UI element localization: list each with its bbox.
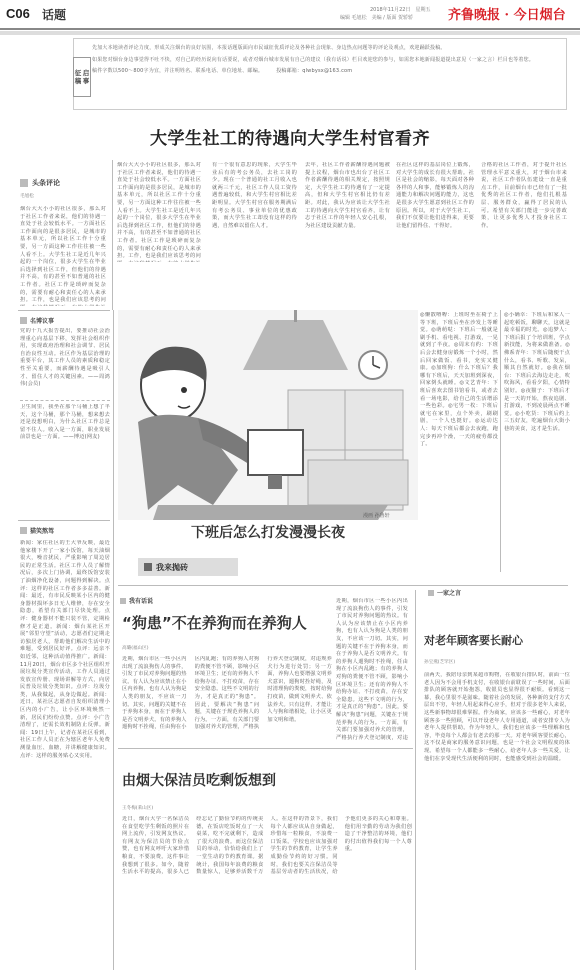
article2-text-more: 近期，烟台市区一些小区内出现了流浪狗伤人的事件，引发了市民对养狗问题的热议。有人认为应该禁止在小区内养狗，也有人认为狗是人类的朋友，不应该一刀切。其实，问题的关键不在于养狗本身，而在于养狗人是否文明养犬。有的养狗人遛狗时不拴绳，任由狗在小区内乱跑；有的养狗人对狗的粪便不管不顾，影响小区环境卫生；还有的养狗人不给狗办证、不打疫苗，存在安全隐患。这些不文明的行为，才是真正的“狗患”。因此，要解决“狗患”问题，关键在于规范养狗人的行为。一方面，有关部门要加强对养犬的管理，严格执行养犬登记制度，对违 bbox=[336, 598, 408, 740]
article4-author: 孙宝燕(芝罘区) bbox=[424, 660, 456, 665]
lead-author: 毛旭松 bbox=[20, 194, 34, 199]
label-marker-icon bbox=[20, 527, 27, 534]
my-say-label bbox=[120, 596, 153, 605]
page-header bbox=[0, 0, 580, 30]
article3-author: 王冬梅(莱山区) bbox=[122, 806, 154, 811]
maoxiao-text: 新闻：家住社区的王大爷反映，最近他家楼下开了一家小饭馆，每天油烟很大，噪音扰民，严重影响了周边居民的正常生活。社区工作人员了解情况后，多次上门协调，最终饭馆安装了油烟净化设备，问题得到解决。点评：这样的社区工作者多多益善。新闻：最近，有市民反映某小区内的健身器材损坏多日无人维修，存在安全隐患，希望有关部门尽快处理。点评：健身器材不能只装不管，定期检修才是正道。新闻：烟台某社区开展“邻里守望”活动，志愿者们定期走访独居老人，帮助他们解决生活中的难题，受到居民好评。点评：远亲不如近邻，这种活动值得推广。新闻：11月20日，烟台市区多个社区组织开展垃圾分类宣传活动，工作人员通过发放宣传册、现场讲解等方式，向居民普及垃圾分类知识。点评：垃圾分类，从我做起，从身边做起。新闻：近日，某社区志愿者自发组织清理小区内的小广告，让小区环境焕然一新，居民们纷纷点赞。点评：小广告清理了，还需长效机制防止反弹。新闻：19日上午，记者在某社区看到，社区工作人员正在为辖区老年人免费测量血压、血糖，并讲解健康知识。点评：这样的服务贴心又实用。 bbox=[20, 540, 110, 759]
cartoon-side-text-2: ◎小确幸：下班后和家人一起吃顿饭，聊聊天，这就是最幸福的时光。◎追梦人：下班后报了个培训班，学点新技能，为将来做准备。◎佛系青年：下班后随便干点什么，看书、听歌、发呆，顺其自然就好。◎我在烟台：下班后去海边走走，吹吹海风，看看夕阳，心情特别好。◎夜猫子：下班后才是一天的开始，熬夜追剧、打游戏，不到凌晨两点不睡觉。◎小吃货：下班后约上三五好友，吃遍烟台大街小巷的美食，这才是生活。 bbox=[504, 312, 570, 432]
col-divider bbox=[500, 310, 501, 572]
maoxiao-label bbox=[20, 526, 54, 535]
article3-text: 近日，烟台大学一名保洁员在食堂吃学生剩饭的照片在网上流传，引发网友热议。有网友为保洁员的节俭点赞，也有网友呼吁大家珍惜粮食，不要浪费。这件事让我想到了很多。如今，随着生活水平的提高，很多人已经忘记了勤俭节约的传统美德，在饭店吃饭时点了一大桌菜，吃不完就剩下，造成了很大的浪费。而这位保洁员的举动，恰恰给我们上了一堂生动的节约教育课。据统计，我国每年浪费的粮食数量惊人，足够养活数千万人。在这样的背景下，我们每个人都应该从自身做起，珍惜每一粒粮食，不浪费一口饭菜。学校也应该加强对学生的节约教育，让学生养成勤俭节约的好习惯。同时，我们也要关注保洁员等基层劳动者的生活状况，给予他们更多的关心和尊重。他们用辛勤的劳动为我们创造了干净整洁的环境，他们的付出值得我们每一个人尊重。 bbox=[122, 816, 412, 876]
section-rule bbox=[118, 585, 568, 586]
cartoon-artist: 漫画 孙鲁轩 bbox=[363, 513, 390, 519]
cartoon-side-text: ◎懒散嘚嘚：上班时坐在椅子上等下班，下班后坐在沙发上等睡觉。◎萌萌哒：下班后一般就是刷手机、看电视、打游戏，一晃就到了半夜。◎周末有约：下班后会去健身房锻炼一个小时，然后回家做饭、看书，充实又健康。◎加班狗：什么下班后？我哪有下班后，天天加班到深夜，回家倒头就睡。◎文艺青年：下班后喜欢去图书馆看书，或者去看一场电影，给自己的生活增添一些色彩。◎宅男一枚：下班后就宅在家里，点个外卖，刷刷剧，一个人也挺好。◎运动达人：每天下班后都会去夜跑，跑完步再冲个澡，一天的疲劳都没了。 bbox=[420, 312, 498, 448]
article2-title: “狗患”不在养狗而在养狗人 bbox=[122, 614, 307, 632]
cartoon-footer bbox=[138, 558, 238, 576]
cartoon-footer-label: 我来抛砖 bbox=[156, 562, 188, 572]
header-rule bbox=[0, 28, 580, 30]
lead-text-col2: 烟台大大小小的社区很多，那么对于社区工作者来说，他们的待遇一直处于社会较低水平。一方面社区工作面向的是很多居民，是城市的基本单元，所以社区工作十分重要，另一方面这种工作往往被一些人看不上。大学生社工是近几年兴起的一个岗位，很多大学生在毕业后选择到社区工作，但他们的待遇并不高，有的甚至不如普通的社区工作者。社区工作是琐碎而复杂的，需要有耐心和责任心的人来承担。工作，也是我们应该思考的问 bbox=[117, 162, 201, 260]
section-rule bbox=[118, 748, 413, 749]
lead-text-col3: 有一个很有意思的现象，大学生毕业后有的考公务员，去社工岗的少。现在一个普通的社工月收入也就两三千元，社区工作人员工资待遇普遍较低，和大学生村官相比差距明显。大学生村官在服务期满后有考公务员、事业单位的优惠政策，而大学生社工却没有这样的待遇，自然难以留住人才。 bbox=[212, 162, 297, 229]
intro-line: 先加大本地读者评论力度，形成关注烟台的良好氛围，本报话题版面向市民诚征优质评论及各种社会现象、身边热点问题等的评论及观点，欢迎踊跃投稿。 bbox=[92, 45, 446, 51]
lead-text-col5: 在社区这样的基层岗位上锻炼，对大学生的成长有很大帮助。社区是社会的缩影，每天面对各种各样的人和事，能够锻炼人的沟通能力和解决问题的能力，这也是很多大学生愿意到社区工作的原因。所以，对于大学生社工，我们不仅要让他们进得来，更要让他们留得住、干得好。 bbox=[396, 162, 474, 229]
mingbo-text: 党的十九大报告提出，要推动社会治理重心向基层下移，发挥社会组织作用，实现政府治理和社会调节、居民自治良性互动。社区作为基层治理的重要平台，其工作人员的素质和稳定性至关重要，而薪酬待遇是吸引人才、留住人才的关键因素。——周鸿伟(会员) bbox=[20, 328, 110, 388]
section-name: 话题 bbox=[42, 8, 67, 22]
intro-label-char: 事 bbox=[82, 77, 90, 85]
mingbo-text-2: 卫生间里，我坐在那个马桶上想了半天，这个马桶，那个马桶，想来想去还是没想明白，为什么社区工作总是留不住人。收入是一方面，职业发展前景也是一方面。——博迈(网友) bbox=[20, 404, 110, 441]
col-divider bbox=[113, 310, 114, 970]
label-marker-icon bbox=[120, 598, 126, 604]
call-for-submissions-box bbox=[73, 38, 567, 110]
section-rule bbox=[18, 310, 110, 311]
page-code: C06 bbox=[6, 6, 30, 21]
cartoon-title: 下班后怎么打发漫漫长夜 bbox=[191, 525, 345, 541]
lead-text-col4: 去年，社区工作者薪酬待遇问题被提上议程，烟台市也出台了社区工作者薪酬待遇的相关规定，按照规定，大学生社工的待遇有了一定提高，但和大学生村官相比仍有差距。对此，我认为应该让大学生社工的待遇向大学生村官看齐，让有志于社区工作的年轻人安心扎根，为社区建设贡献力量。 bbox=[305, 162, 390, 229]
col-divider bbox=[112, 160, 113, 310]
label-marker-icon bbox=[428, 590, 434, 596]
dash-rule bbox=[20, 400, 110, 401]
brick-icon bbox=[144, 563, 152, 571]
intro-label bbox=[73, 57, 91, 97]
article4-title: 对老年顾客要长耐心 bbox=[424, 634, 523, 647]
intro-text bbox=[92, 45, 562, 76]
head-comment-label-text: 头条评论 bbox=[32, 179, 60, 187]
cartoon-inset-text bbox=[242, 552, 416, 578]
one-view-label-text: 一家之言 bbox=[437, 590, 462, 597]
intro-line: 稿件字数以500～800字为宜，并注明姓名、联系电话、单位地址、邮编。 投稿邮箱：qlwbysx@163.com bbox=[92, 68, 353, 74]
section-rule bbox=[18, 520, 110, 521]
header-rule-gray bbox=[0, 31, 580, 35]
lead-text-col6: 合格的社区工作者，对于提升社区管理水平意义重大，对于烟台市来说，社区工作者队伍建设一直是重点工作，目前烟台市已经有了一批优秀的社区工作者，他们扎根基层、服务群众，赢得了居民的认可。希望有关部门能进一步完善政策，让更多优秀人才投身社区工作。 bbox=[481, 162, 567, 229]
lead-text-col1: 烟台大大小小的社区很多，那么对于社区工作者来说，他们的待遇一直处于社会较低水平。一方面社区工作面向的是很多居民，是城市的基本单元，所以社区工作十分重要，另一方面这种工作往往被一些人看不上。大学生社工是近几年兴起的一个岗位，很多大学生在毕业后选择到社区工作，但他们的待遇并不高，有的甚至不如普通的社区工作者。社区工作是琐碎而复杂的，需要有耐心和责任心的人来承担。工作，也是我们应该思考的问 bbox=[20, 206, 106, 304]
bed bbox=[308, 460, 408, 505]
article2-text: 近期，烟台市区一些小区内出现了流浪狗伤人的事件，引发了市民对养狗问题的热议。有人认为应该禁止在小区内养狗，也有人认为狗是人类的朋友，不应该一刀切。其实，问题的关键不在于养狗本身，而在于养狗人是否文明养犬。有的养狗人遛狗时不拴绳，任由狗在小区内乱跑；有的养狗人对狗的粪便不管不顾，影响小区环境卫生；还有的养狗人不给狗办证、不打疫苗，存在安全隐患。这些不文明的行为，才是真正的“狗患”。因此，要解决“狗患”问题，关键在于规范养狗人的行为。一方面，有关部门要加强对养犬的管理，严格执行养犬登记制度，对违规养犬行为进行处罚；另一方面，养狗人也要增强文明养犬意识，遛狗时拴好绳，及时清理狗的粪便，按时给狗打疫苗，做到文明养犬、依法养犬。只有这样，才能让人与狗和谐相处，让小区更加文明和谐。 bbox=[122, 656, 332, 731]
desk bbox=[153, 505, 388, 520]
label-marker-icon bbox=[20, 317, 27, 324]
head-comment-label bbox=[20, 178, 60, 188]
intro-label-char: 征 bbox=[74, 69, 82, 77]
date-line: 2018年11月22日 星期五 bbox=[370, 7, 431, 13]
editor-line: 编辑 毛旭松 美编 / 版面 贺轿轿 bbox=[340, 15, 414, 21]
cartoon-panel bbox=[118, 310, 418, 582]
headline: 大学生社工的待遇向大学生村官看齐 bbox=[150, 129, 430, 149]
intro-line: 如果您对烟台身边事觉得不吐不快，对自己的经历说向有话要说，或者对烟台城市发展有自己的建议（我有话说）栏目欢迎您的参与，如需您本地新闻报道提出意见（一家之言）栏目也等着您。 bbox=[92, 56, 535, 63]
mingbo-label-text: 名博议事 bbox=[30, 318, 55, 325]
intro-label-char: 稿 bbox=[74, 77, 82, 85]
label-marker-icon bbox=[20, 179, 28, 187]
one-view-label bbox=[428, 588, 461, 597]
article4-text: 前两天，我陪母亲到某超市购物，在收银台排队时，前面一位老人因为不会用手机支付，在收银台前耽误了一些时间，后面排队的顾客就开始抱怨，收银员也显得很不耐烦。看到这一幕，我心里很不是滋味。随着社会的发展，各种新的支付方式层出不穷，年轻人用起来得心应手，但对于很多老年人来说，这些新事物却很难掌握。作为商家，应该多一些耐心，对老年顾客多一些照顾，可以开设老年人专用通道，或者安排专人为老年人提供帮助。作为年轻人，我们也应该多一些理解和包容，毕竟每个人都会有老去的那一天。对老年顾客要长耐心，这不仅是商家的服务意识问题，也是一个社会文明程度的体现。希望每一个人都能多一些耐心，给老年人多一些关爱，让他们在享受现代生活便利的同时，也能感受到社会的温暖。 bbox=[424, 672, 570, 762]
monitor bbox=[248, 430, 303, 475]
newspaper-brand: 齐鲁晚报 · 今日烟台 bbox=[448, 8, 566, 23]
intro-label-char: 启 bbox=[82, 69, 90, 77]
article2-author: 高璐(福山区) bbox=[122, 646, 149, 651]
article3-title: 由烟大保洁员吃剩饭想到 bbox=[122, 773, 276, 789]
mingbo-label bbox=[20, 316, 54, 325]
lamp-cord bbox=[294, 310, 297, 322]
my-say-label-text: 我有话说 bbox=[129, 598, 154, 605]
maoxiao-label-text: 猫笑熬驾 bbox=[30, 528, 55, 535]
col-divider bbox=[415, 590, 416, 970]
